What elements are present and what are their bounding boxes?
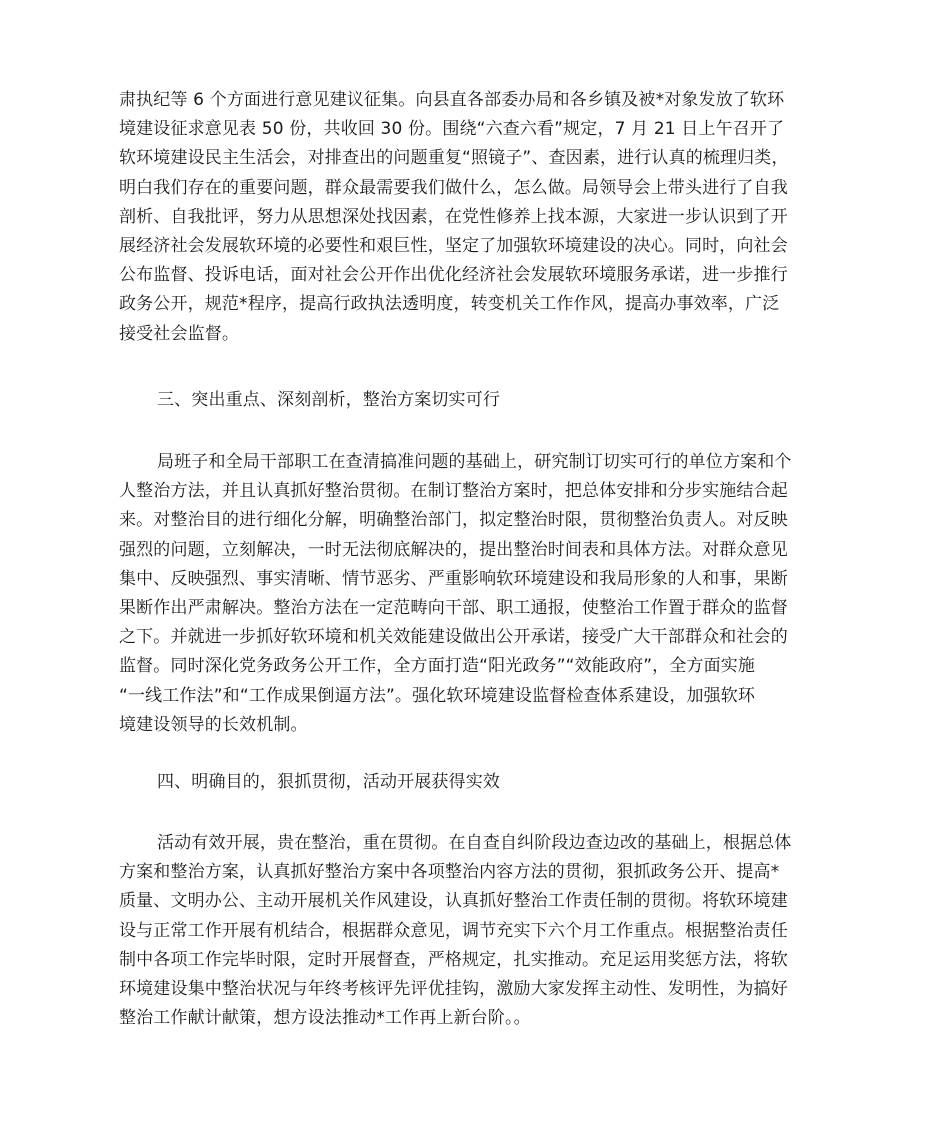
section-heading-4 (119, 768, 831, 797)
text-line: 活动有效开展，贵在整治，重在贯彻。在自查自纠阶段边查边改的基础上，根据总体 (157, 833, 792, 853)
text-line: 强烈的问题，立刻解决，一时无法彻底解决的，提出整治时间表和具体方法。对群众意见 (119, 539, 788, 560)
text-line: 境建设征求意见表 50 份，共收回 30 份。围绕“六查六看”规定，7 月 21 日上午召开了 (119, 119, 785, 140)
text-line: 果断作出严肃解决。整治方法在一定范畴向干部、职工通报，使整治工作置于群众的监督 (119, 597, 788, 618)
text-line: 明白我们存在的重要问题，群众最需要我们做什么，怎么做。局领导会上带头进行了自我 (119, 177, 788, 198)
text-line: 环境建设集中整治状况与年终考核评先评优挂钩，激励大家发挥主动性、发明性，为搞好 (119, 978, 788, 999)
text-line: “一线工作法”和“工作成果倒逼方法”。强化软环境建设监督检查体系建设，加强软环 (119, 685, 756, 706)
section-heading: 四、明确目的，狠抓贯彻，活动开展获得实效 (157, 772, 500, 792)
text-line: 肃执纪等 6 个方面进行意见建议征集。向县直各部委办局和各乡镇及被*对象发放了软环 (119, 90, 785, 110)
text-line: 之下。并就进一步抓好软环境和机关效能建设做出公开承诺，接受广大干部群众和社会的 (119, 627, 788, 648)
text-line: 来。对整治目的进行细化分解，明确整治部门，拟定整治时限，贯彻整治负责人。对反映 (119, 510, 788, 531)
paragraph-section-4 (119, 829, 831, 1033)
text-line: 展经济社会发展软环境的必要性和艰巨性，坚定了加强软环境建设的决心。同时，向社会 (119, 235, 788, 256)
text-line: 整治工作献计献策，想方设法推动*工作再上新台阶。。 (119, 1008, 531, 1029)
section-heading: 三、突出重点、深刻剖析，整治方案切实可行 (157, 390, 500, 410)
paragraph-continuation (119, 86, 831, 349)
paragraph-section-3 (119, 448, 831, 740)
text-line: 剖析、自我批评，努力从思想深处找因素，在党性修养上找本源，大家进一步认识到了开 (119, 206, 788, 227)
text-line: 政务公开，规范*程序，提高行政执法透明度，转变机关工作作风，提高办事效率，广泛 (119, 294, 780, 315)
text-line: 监督。同时深化党务政务公开工作，全方面打造“阳光政务”“效能政府”，全方面实施 (119, 656, 756, 677)
text-line: 境建设领导的长效机制。 (119, 714, 308, 735)
text-line: 接受社会监督。 (119, 323, 240, 344)
text-line: 方案和整治方案，认真抓好整治方案中各项整治内容方法的贯彻，狠抓政务公开、提高* (119, 862, 780, 883)
text-line: 制中各项工作完毕时限，定时开展督查，严格规定，扎实推动。充足运用奖惩方法，将软 (119, 949, 788, 970)
text-line: 软环境建设民主生活会，对排查出的问题重复“照镜子”、查因素，进行认真的梳理归类， (119, 148, 789, 169)
text-line: 集中、反映强烈、事实清晰、情节恶劣、严重影响软环境建设和我局形象的人和事，果断 (119, 568, 788, 589)
section-heading-3 (119, 386, 831, 415)
text-line: 人整治方法，并且认真抓好整治贯彻。在制订整治方案时，把总体安排和分步实施结合起 (119, 481, 788, 502)
text-line: 局班子和全局干部职工在查清搞准问题的基础上，研究制订切实可行的单位方案和个 (157, 452, 792, 472)
text-line: 设与正常工作开展有机结合，根据群众意见，调节充实下六个月工作重点。根据整治责任 (119, 920, 788, 941)
text-line: 质量、文明办公、主动开展机关作风建设，认真抓好整治工作责任制的贯彻。将软环境建 (119, 891, 788, 912)
text-line: 公布监督、投诉电话，面对社会公开作出优化经济社会发展软环境服务承诺，进一步推行 (119, 265, 788, 286)
